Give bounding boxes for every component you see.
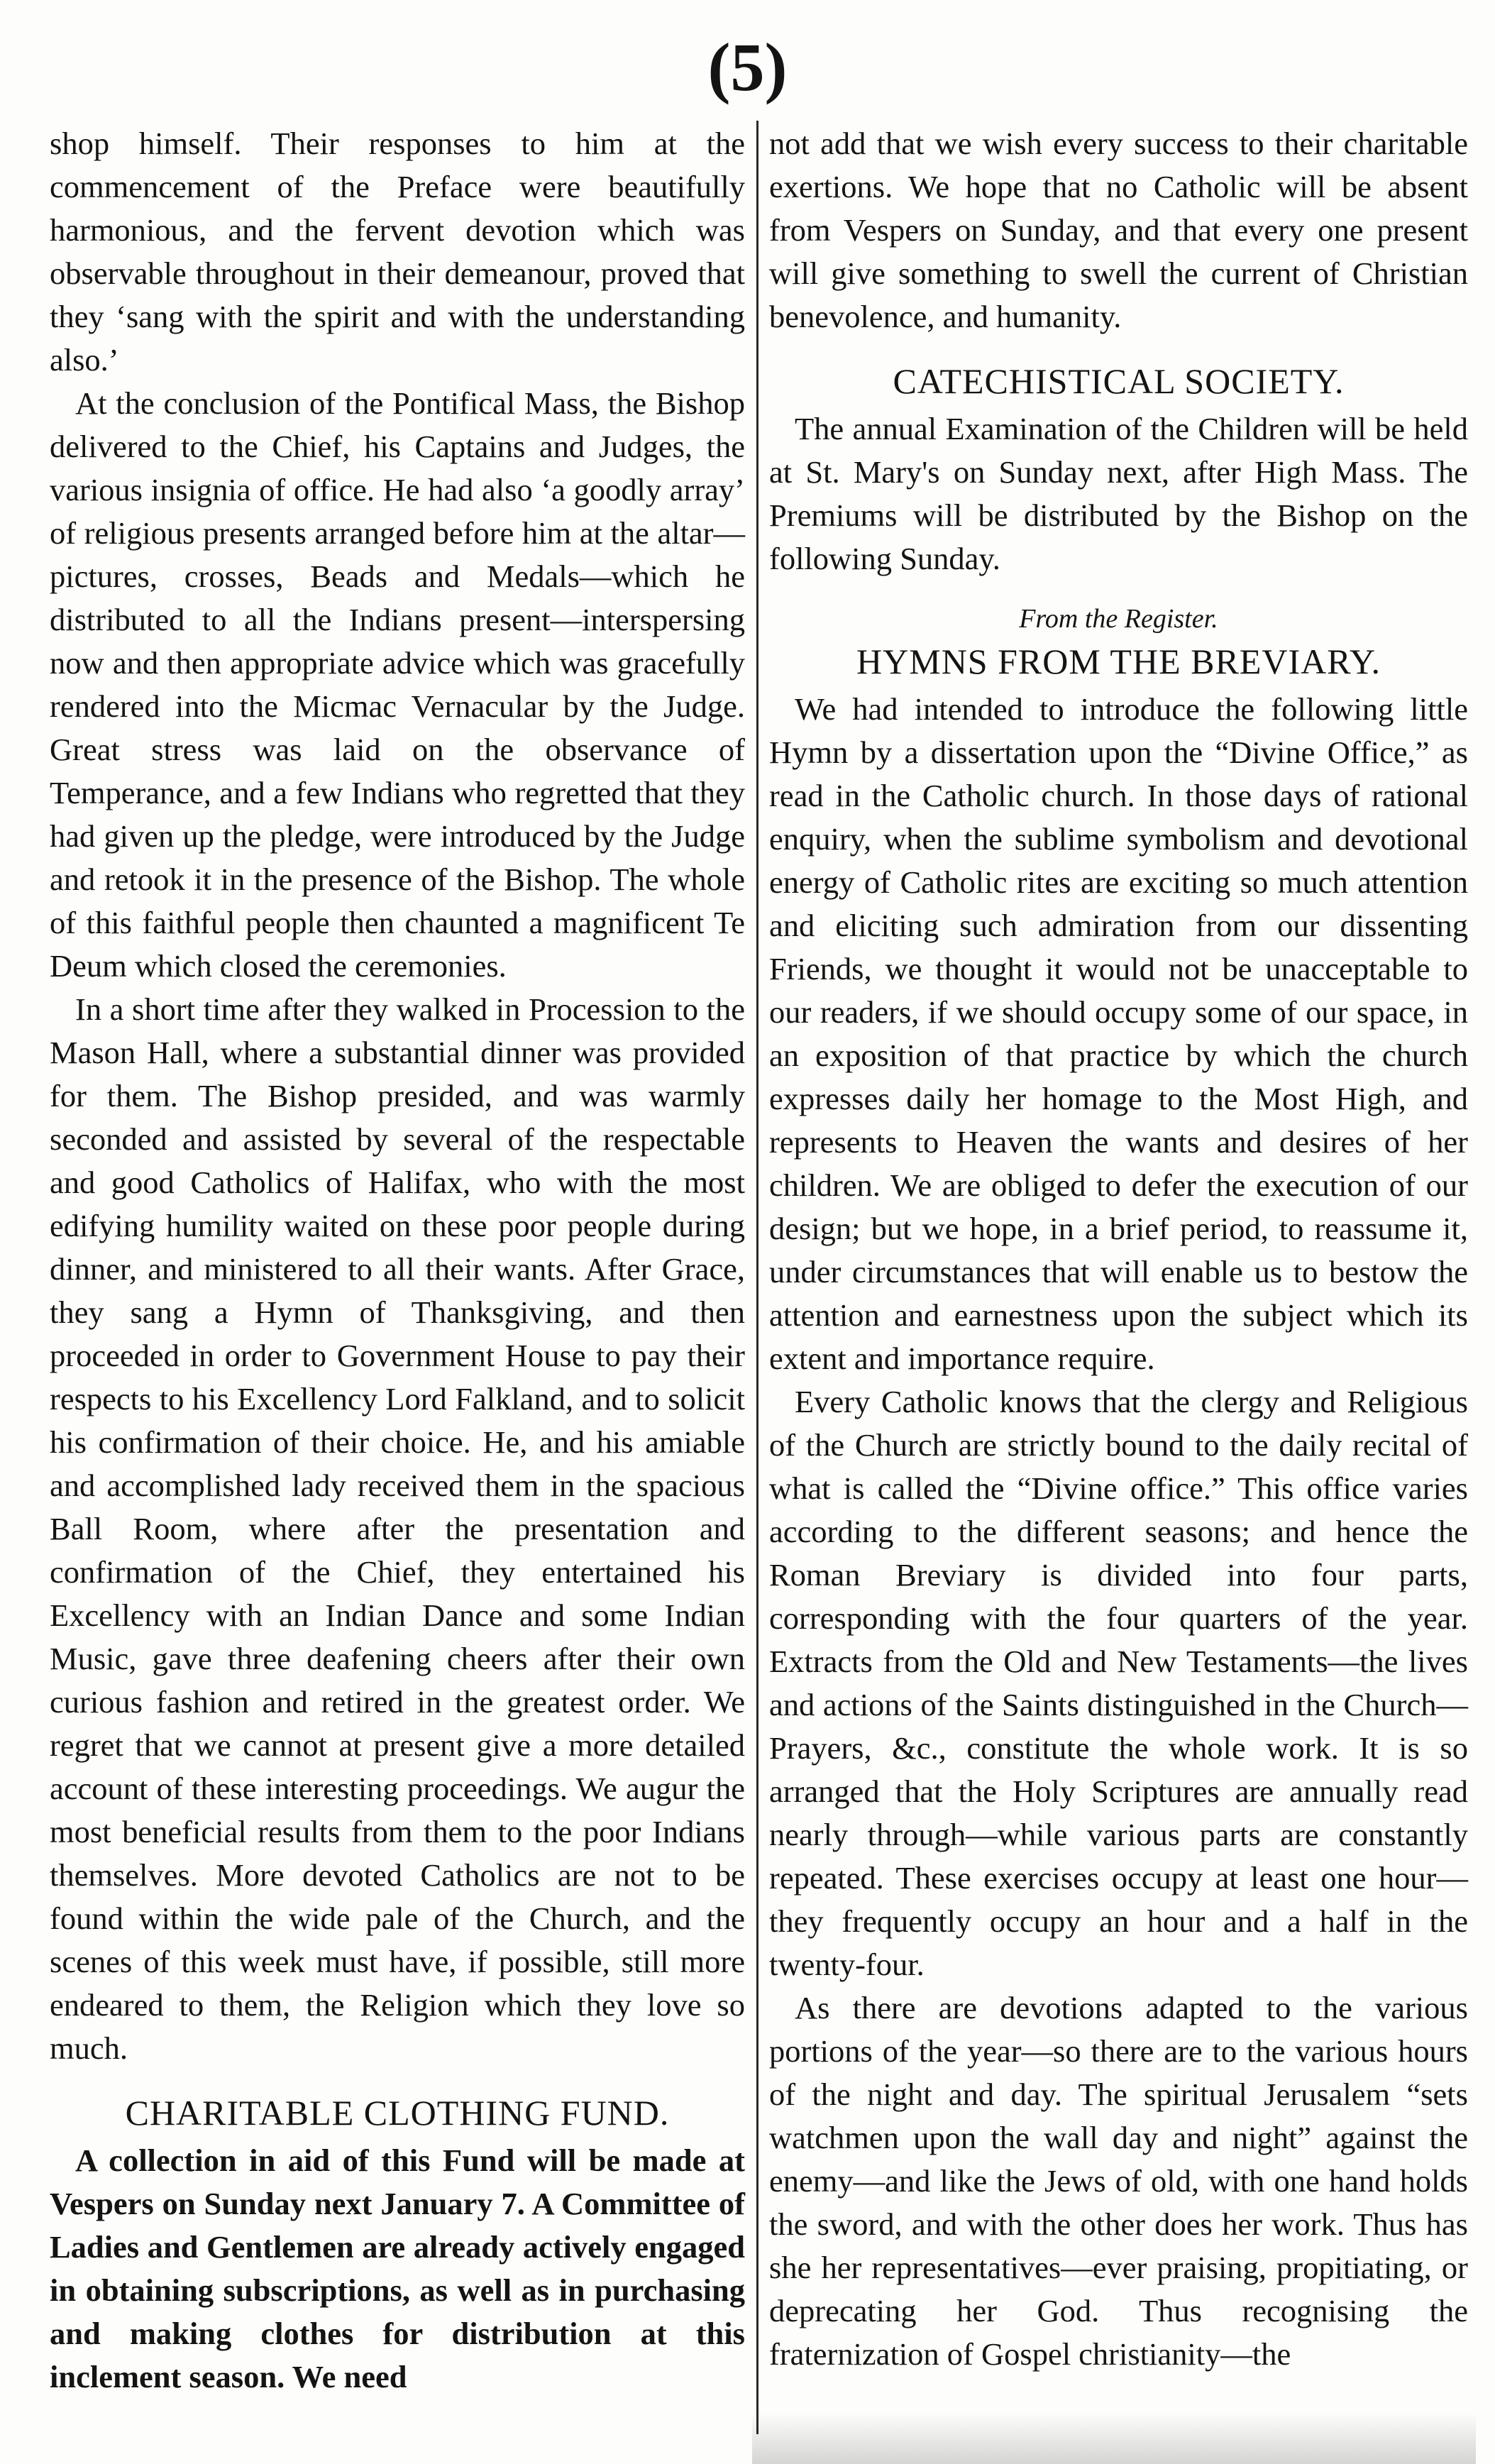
right-paragraph-3: We had intended to introduce the following little Hymn by a dissertation upon the “Divine Office,” as read in the Catholic church. In those days of rational enquiry, when the sublime symbolism and devotional energy of Catholic rites are exciting so much attention and eliciting such admiration from our dissenting Friends, we thought it would not be unacceptable to our readers, if we should occupy some of our space, in an exposition of that practice by which the church expresses daily her homage to the Most High, and represents to Heaven the wants and desires of her children. We are obliged to defer the execution of our design; but we hope, in a brief period, to reassume it, under circumstances that will enable us to bestow the attention and earnestness upon the subject which its extent and importance require. xyxy=(769,691,1468,1376)
right-column xyxy=(769,122,1468,2376)
left-column xyxy=(50,122,745,2399)
right-paragraph-5: As there are devotions adapted to the various portions of the year—so there are to the various hours of the night and day. The spiritual Jerusalem “sets watchmen upon the wall day and night” against the enemy—and like the Jews of old, with one hand holds the sword, and with the other does her work. Thus has she her representatives—ever praising, propitiating, or deprecating her God. Thus recognising the fraternization of Gospel christianity—the xyxy=(769,1990,1468,2372)
heading-catechistical-society: CATECHISTICAL SOCIETY. xyxy=(893,361,1345,401)
bottom-print-smudge xyxy=(752,2413,1476,2464)
source-credit: From the Register. xyxy=(1019,604,1218,634)
left-paragraph-2: At the conclusion of the Pontifical Mass, the Bishop delivered to the Chief, his Captains and Judges, the various insignia of office. He had also ‘a goodly array’ of religious presents arranged before him at the altar—pictures, crosses, Beads and Medals—which he distributed to all the Indians present—interspersing now and then appropriate advice which was gracefully rendered into the Micmac Vernacular by the Judge. Great stress was laid on the observance of Temperance, and a few Indians who regretted that they had given up the pledge, were introduced by the Judge and retook it in the presence of the Bishop. The whole of this faithful people then chaunted a magnificent Te Deum which closed the ceremonies. xyxy=(50,385,745,984)
left-paragraph-1: shop himself. Their responses to him at the commencement of the Preface were beautifully harmonious, and the fervent devotion which was observable throughout in their demeanour, proved that they ‘sang with the spirit and with the understanding also.’ xyxy=(50,126,745,378)
right-paragraph-1: not add that we wish every success to their charitable exertions. We hope that no Catholic will be absent from Vespers on Sunday, and that every one present will give something to swell the current of Christian benevolence, and humanity. xyxy=(769,126,1468,334)
page-number: (5) xyxy=(707,29,788,105)
right-paragraph-2: The annual Examination of the Children will be held at St. Mary's on Sunday next, after High Mass. The Premiums will be distributed by the Bishop on the following Sunday. xyxy=(769,411,1468,576)
left-paragraph-3: In a short time after they walked in Procession to the Mason Hall, where a substantial dinner was provided for them. The Bishop presided, and was warmly seconded and assisted by several of the respectable and good Catholics of Halifax, who with the most edifying humility waited on these poor people during dinner, and ministered to all their wants. After Grace, they sang a Hymn of Thanksgiving, and then proceeded in order to Government House to pay their respects to his Excellency Lord Falkland, and to solicit his confirmation of their choice. He, and his amiable and accomplished lady received them in the spacious Ball Room, where after the presentation and confirmation of the Chief, they entertained his Excellency with an Indian Dance and some Indian Music, gave three deafening cheers after their own curious fashion and retired in the greatest order. We regret that we cannot at present give a more detailed account of these interesting proceedings. We augur the most beneficial results from them to the poor Indians themselves. More devoted Catholics are not to be found within the wide pale of the Church, and the scenes of this week must have, if possible, still more endeared to them, the Religion which they love so much. xyxy=(50,991,745,2066)
heading-charitable-clothing-fund: CHARITABLE CLOTHING FUND. xyxy=(125,2093,670,2133)
heading-hymns-from-the-breviary: HYMNS FROM THE BREVIARY. xyxy=(856,642,1381,681)
left-paragraph-4: A collection in aid of this Fund will be made at Vespers on Sunday next January 7. A Committee of Ladies and Gentlemen are already actively engaged in obtaining subscriptions, as well as in purchasing and making clothes for distribution at this inclement season. We need xyxy=(50,2143,745,2394)
right-paragraph-4: Every Catholic knows that the clergy and Religious of the Church are strictly bound to the daily recital of what is called the “Divine office.” This office varies according to the different seasons; and hence the Roman Breviary is divided into four parts, corresponding with the four quarters of the year. Extracts from the Old and New Testaments—the lives and actions of the Saints distinguished in the Church—Prayers, &c., constitute the whole work. It is so arranged that the Holy Scriptures are annually read nearly through—while various parts are constantly repeated. These exercises occupy at least one hour—they frequently occupy an hour and a half in the twenty-four. xyxy=(769,1384,1468,1982)
column-divider xyxy=(756,121,758,2434)
